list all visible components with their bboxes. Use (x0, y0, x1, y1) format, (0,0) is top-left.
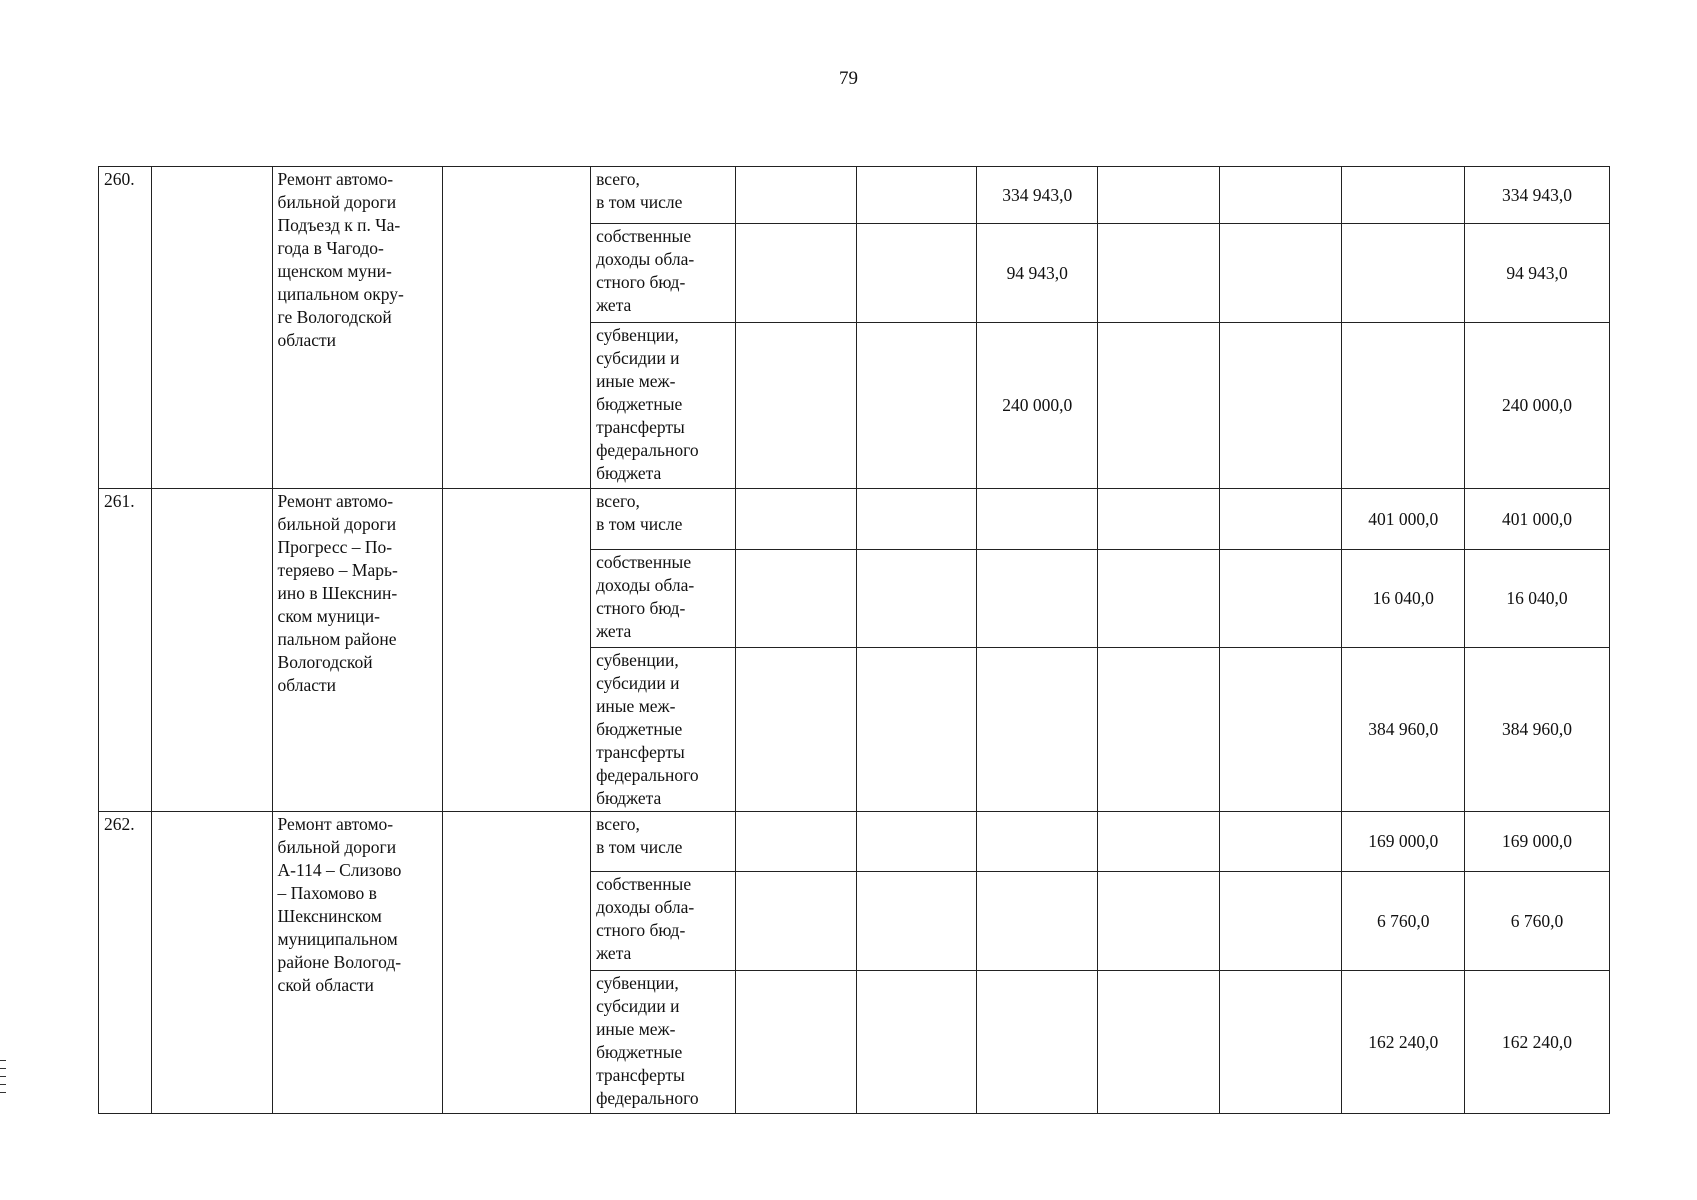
total-cell: 6 760,0 (1464, 872, 1609, 971)
row-number: 262. (99, 812, 152, 1114)
amount-cell (1342, 323, 1465, 489)
amount-cell (976, 489, 1097, 550)
funding-source-label: субвенции, субсидии и иные меж- бюджетные трансферты федерального бюджета (591, 323, 736, 489)
amount-cell: 162 240,0 (1342, 971, 1465, 1114)
funding-source-label: всего, в том числе (591, 812, 736, 872)
amount-cell (1342, 224, 1465, 323)
total-cell: 401 000,0 (1464, 489, 1609, 550)
empty-cell (152, 812, 272, 1114)
funding-source-label: собственные доходы обла- стного бюд- жета (591, 872, 736, 971)
row-number: 261. (99, 489, 152, 812)
row-number: 260. (99, 167, 152, 489)
total-cell: 16 040,0 (1464, 550, 1609, 648)
empty-cell (443, 489, 591, 812)
amount-cell: 94 943,0 (976, 224, 1097, 323)
object-name: Ремонт автомо- бильной дороги Прогресс – По- теряево – Марь- ино в Шекснин- ском муници- пальном районе Вологодской области (272, 489, 442, 812)
page-number: 79 (839, 68, 858, 89)
funding-source-label: субвенции, субсидии и иные меж- бюджетные трансферты федерального бюджета (591, 648, 736, 812)
total-cell: 162 240,0 (1464, 971, 1609, 1114)
amount-cell: 169 000,0 (1342, 812, 1465, 872)
funding-source-label: всего, в том числе (591, 167, 736, 224)
amount-cell: 240 000,0 (976, 323, 1097, 489)
funding-source-label: собственные доходы обла- стного бюд- жета (591, 224, 736, 323)
object-name: Ремонт автомо- бильной дороги А-114 – Слизово – Пахомово в Шекснинском муниципальном районе Вологод- ской области (272, 812, 442, 1114)
funding-source-label: всего, в том числе (591, 489, 736, 550)
table-row (99, 489, 1610, 550)
table-row (99, 167, 1610, 224)
total-cell: 384 960,0 (1464, 648, 1609, 812)
empty-cell (152, 489, 272, 812)
amount-cell (976, 971, 1097, 1114)
total-cell: 169 000,0 (1464, 812, 1609, 872)
amount-cell (976, 648, 1097, 812)
amount-cell: 334 943,0 (976, 167, 1097, 224)
total-cell: 94 943,0 (1464, 224, 1609, 323)
amount-cell (976, 872, 1097, 971)
budget-table (98, 166, 1610, 1114)
empty-cell (152, 167, 272, 489)
object-name: Ремонт автомо- бильной дороги Подъезд к п. Ча- года в Чагодо- щенском муни- ципальном окру- ге Вологодской области (272, 167, 442, 489)
amount-cell: 401 000,0 (1342, 489, 1465, 550)
amount-cell: 6 760,0 (1342, 872, 1465, 971)
funding-source-label: собственные доходы обла- стного бюд- жета (591, 550, 736, 648)
total-cell: 334 943,0 (1464, 167, 1609, 224)
amount-cell (976, 812, 1097, 872)
amount-cell: 384 960,0 (1342, 648, 1465, 812)
amount-cell (976, 550, 1097, 648)
funding-source-label: субвенции, субсидии и иные меж- бюджетные трансферты федерального (591, 971, 736, 1114)
empty-cell (443, 167, 591, 489)
amount-cell: 16 040,0 (1342, 550, 1465, 648)
amount-cell (1342, 167, 1465, 224)
binding-marks (0, 1060, 6, 1100)
empty-cell (443, 812, 591, 1114)
table-row (99, 812, 1610, 872)
total-cell: 240 000,0 (1464, 323, 1609, 489)
